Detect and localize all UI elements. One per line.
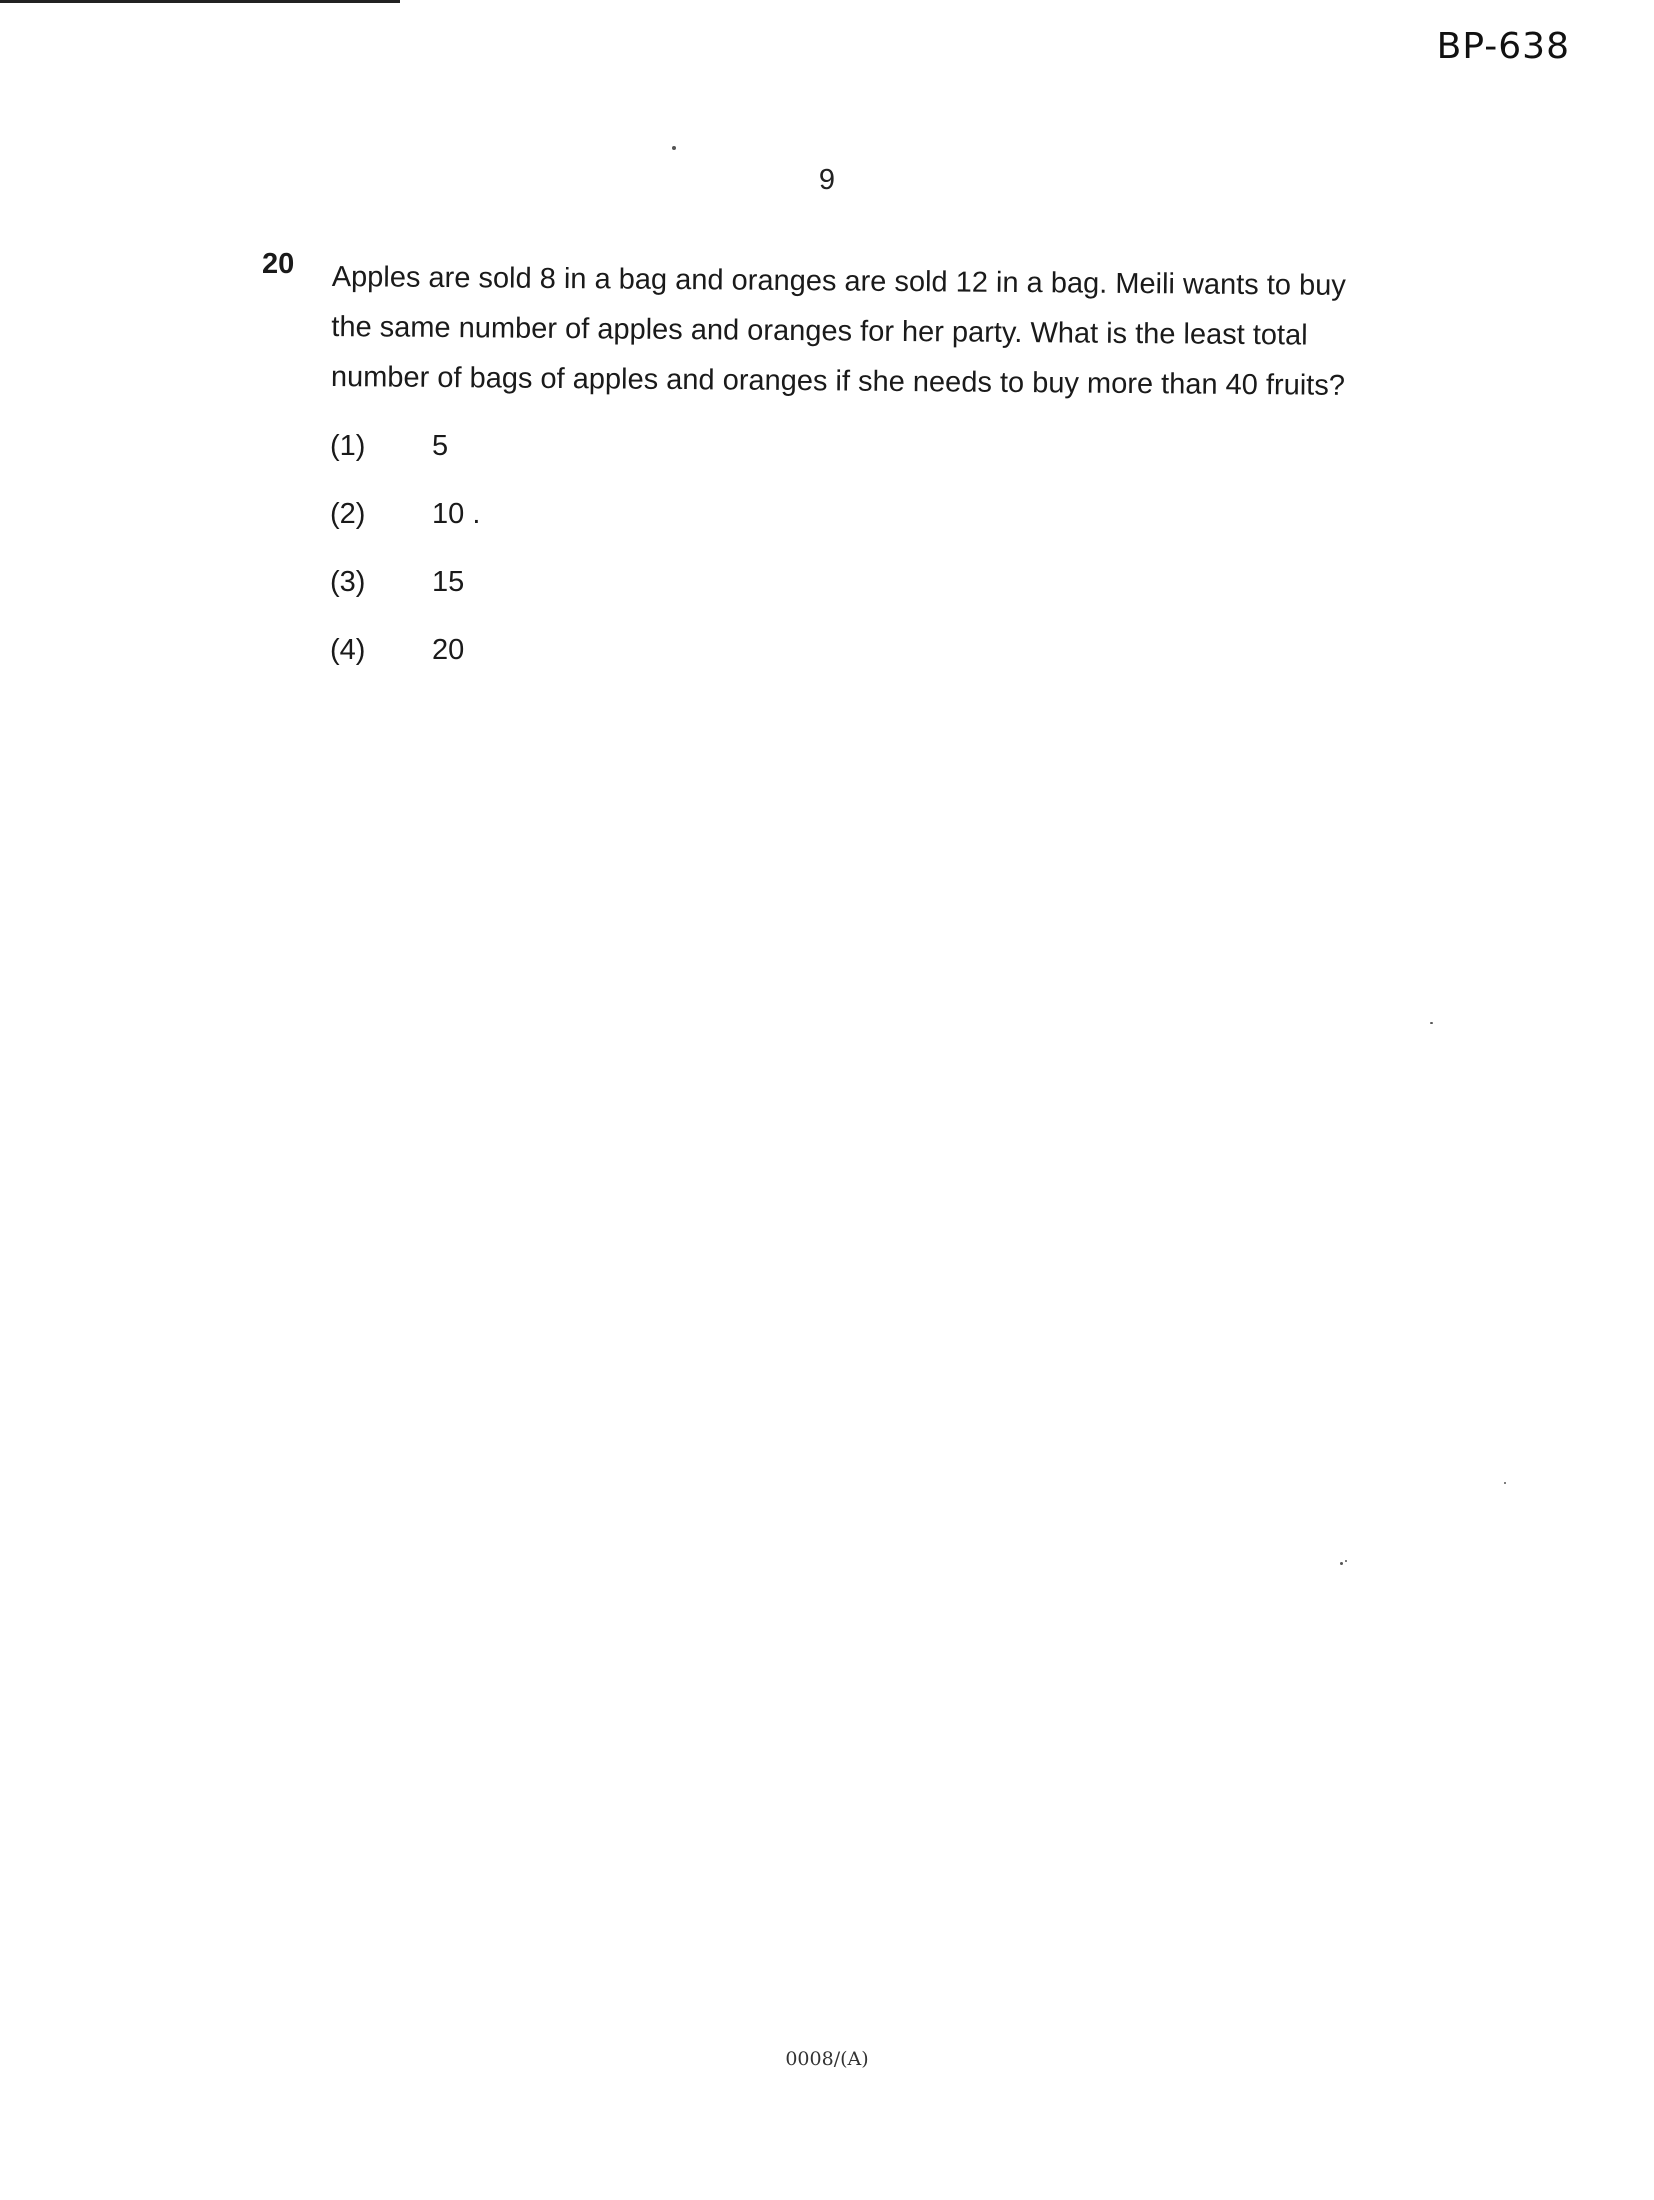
- answer-options: [330, 430, 480, 702]
- option-label: (3): [330, 566, 366, 598]
- answer-option-1: [330, 430, 480, 498]
- option-label: (4): [330, 634, 366, 666]
- top-edge-rule: [0, 0, 400, 3]
- page-number: 9: [818, 164, 836, 196]
- document-code: BP-638: [1436, 26, 1570, 67]
- question-text: Apples are sold 8 in a bag and oranges are sold 12 in a bag. Meili wants to buy the same number of apples and oranges for her party. What is the least total number of bags of apples and oranges if she needs to buy more than 40 fruits?: [330, 260, 1346, 402]
- option-value: 10 .: [432, 498, 481, 530]
- question-number: 20: [262, 248, 295, 280]
- scan-speck: [672, 146, 676, 150]
- option-value: 15: [432, 566, 465, 598]
- scan-speck: [1504, 1482, 1506, 1484]
- scan-speck: [1430, 1022, 1433, 1024]
- option-label: (2): [330, 498, 366, 530]
- scan-speck: [1345, 1560, 1347, 1562]
- option-label: (1): [330, 430, 366, 462]
- answer-option-4: [330, 634, 480, 702]
- option-value: 5: [432, 430, 449, 462]
- answer-option-2: [330, 498, 480, 566]
- scan-speck: [1340, 1562, 1343, 1565]
- option-value: 20: [432, 634, 465, 666]
- answer-option-3: [330, 566, 480, 634]
- footer-code: 0008/(A): [785, 2048, 869, 2070]
